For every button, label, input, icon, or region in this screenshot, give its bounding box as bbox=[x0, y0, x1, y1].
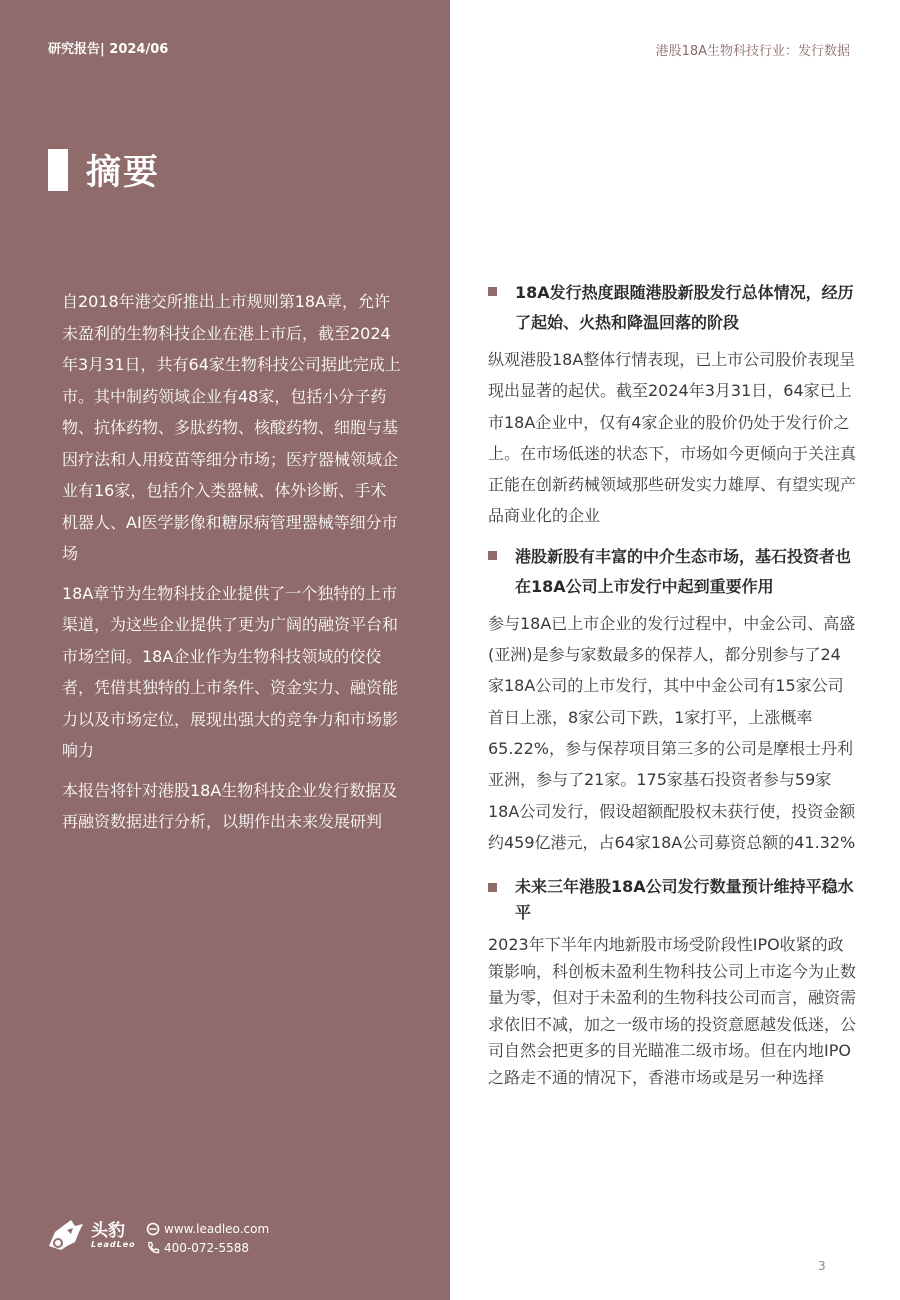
finding-body: 纵观港股18A整体行情表现，已上市公司股价表现呈现出显著的起伏。截至2024年3月31日，64家已上市18A企业中，仅有4家企业的股价仍处于发行价之上。在市场低迷的状态下，市场如今更倾向于关注真正能在创新药械领域那些研发实力雄厚、有望实现产品商业化的企业 bbox=[488, 350, 857, 526]
summary-paragraph: 自2018年港交所推出上市规则第18A章，允许未盈利的生物科技企业在港上市后，截至2024年3月31日，共有64家生物科技公司据此完成上市。其中制药领域企业有48家，包括小分子药物、抗体药物、多肽药物、核酸药物、细胞与基因疗法和人用疫苗等细分市场；医疗器械领域企业有16家，包括介入类器械、体外诊断、手术机器人、AI医学影像和糖尿病管理器械等细分市场 bbox=[62, 292, 401, 563]
page-title-text: 摘要 bbox=[86, 153, 161, 193]
finding-section bbox=[488, 542, 856, 858]
contact-info bbox=[146, 1219, 269, 1257]
finding-body: 参与18A已上市企业的发行过程中，中金公司、高盛(亚洲)是参与家数最多的保荐人，都分别参与了24家18A公司的上市发行，其中中金公司有15家公司首日上涨，8家公司下跌，1家打平，上涨概率65.22%，参与保荐项目第三多的公司是摩根士丹利亚洲，参与了21家。175家基石投资者参与59家18A公司发行，假设超额配股权未获行使，投资金额约459亿港元，占64家18A公司募资总额的41.32% bbox=[488, 613, 856, 852]
footer-logo bbox=[45, 1216, 136, 1254]
bullet-square-icon bbox=[488, 883, 497, 892]
phone-icon bbox=[146, 1241, 160, 1255]
phone-row bbox=[146, 1238, 269, 1257]
key-findings bbox=[488, 278, 856, 1101]
header-report-date: 研究报告| 2024/06 bbox=[48, 42, 169, 57]
title-bar bbox=[48, 149, 68, 191]
summary-paragraph: 18A章节为生物科技企业提供了一个独特的上市渠道，为这些企业提供了更为广阔的融资平台和市场空间。18A企业作为生物科技领域的佼佼者，凭借其独特的上市条件、资金实力、融资能力以及市场定位，展现出强大的竞争力和市场影响力 bbox=[62, 583, 399, 760]
phone-number: 400-072-5588 bbox=[164, 1240, 250, 1255]
finding-body: 2023年下半年内地新股市场受阶段性IPO收紧的政策影响，科创板未盈利生物科技公司上市迄今为止数量为零，但对于未盈利的生物科技公司而言，融资需求依旧不减，加之一级市场的投资意愿越发低迷，公司自然会把更多的目光瞄准二级市场。但在内地IPO之路走不通的情况下，香港市场或是另一种选择 bbox=[488, 935, 857, 1087]
finding-heading bbox=[488, 542, 856, 602]
web-icon bbox=[146, 1222, 160, 1236]
finding-section bbox=[488, 874, 856, 1091]
bullet-square-icon bbox=[488, 287, 497, 296]
page-number: 3 bbox=[818, 1259, 826, 1273]
logo-icon bbox=[45, 1216, 85, 1254]
page-title bbox=[48, 148, 160, 192]
finding-heading-text: 港股新股有丰富的中介生态市场，基石投资者也在18A公司上市发行中起到重要作用 bbox=[515, 546, 852, 596]
summary-text bbox=[62, 286, 402, 846]
logo-name-cn: 头豹 bbox=[91, 1220, 125, 1241]
header-report-title: 港股18A生物科技行业：发行数据 bbox=[655, 44, 850, 59]
finding-heading bbox=[488, 278, 856, 338]
bullet-square-icon bbox=[488, 551, 497, 560]
summary-paragraph: 本报告将针对港股18A生物科技企业发行数据及再融资数据进行分析，以期作出未来发展研判 bbox=[62, 780, 398, 831]
finding-heading-text: 18A发行热度跟随港股新股发行总体情况，经历了起始、火热和降温回落的阶段 bbox=[515, 283, 854, 332]
website-row bbox=[146, 1219, 269, 1238]
logo-name-en: LeadLeo bbox=[91, 1239, 136, 1249]
finding-heading bbox=[488, 874, 856, 926]
logo-text bbox=[91, 1222, 136, 1249]
website-link[interactable]: www.leadleo.com bbox=[164, 1221, 270, 1236]
finding-heading-text: 未来三年港股18A公司发行数量预计维持平稳水平 bbox=[515, 877, 854, 923]
finding-section bbox=[488, 278, 856, 532]
